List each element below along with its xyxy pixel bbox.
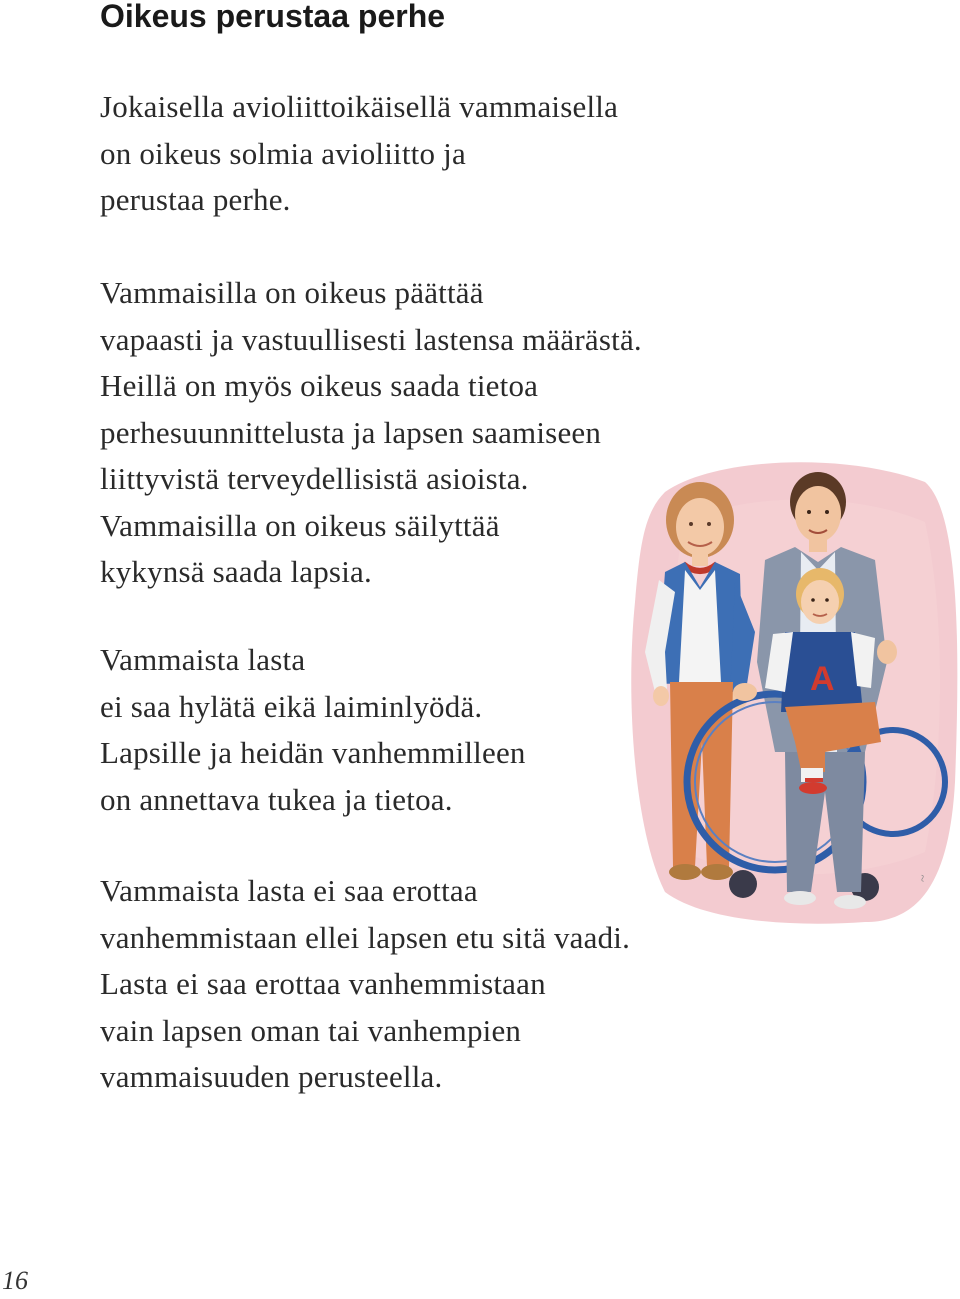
- text-line: Vammaista lasta ei saa erottaa: [100, 873, 478, 908]
- text-line: Lasta ei saa erottaa vanhemmistaan: [100, 966, 546, 1001]
- text-line: Vammaisilla on oikeus päättää: [100, 275, 484, 310]
- sweater-letter: A: [810, 660, 835, 698]
- text-line: vanhemmistaan ellei lapsen etu sitä vaadi.: [100, 919, 631, 955]
- text-line: Jokaisella avioliittoikäisellä vammaisella: [100, 89, 619, 124]
- svg-text:~: ~: [916, 874, 931, 882]
- paragraph-1: [100, 84, 618, 224]
- text-line: perhesuunnittelusta ja lapsen saamiseen: [100, 414, 602, 450]
- text-line: Vammaista lasta: [100, 642, 306, 677]
- text-line: ei saa hylätä eikä laiminlyödä.: [100, 688, 483, 724]
- text-line: kykynsä saada lapsia.: [100, 554, 372, 589]
- text-line: Vammaisilla on oikeus säilyttää: [100, 507, 500, 543]
- text-line: perustaa perhe.: [100, 182, 291, 217]
- text-line: on annettava tukea ja tietoa.: [100, 781, 453, 817]
- text-line: vain lapsen oman tai vanhempien: [100, 1012, 522, 1048]
- family-wheelchair-illustration: [625, 452, 960, 930]
- text-line: vammaisuuden perusteella.: [100, 1059, 443, 1094]
- text-line: liittyvistä terveydellisistä asioista.: [100, 461, 529, 496]
- page-number: 16: [2, 1266, 28, 1295]
- text-line: vapaasti ja vastuullisesti lastensa määrästä.: [100, 321, 642, 357]
- paragraph-2: [100, 270, 642, 596]
- paragraph-3: [100, 637, 526, 823]
- page-title: Oikeus perustaa perhe: [100, 0, 446, 34]
- text-line: Heillä on myös oikeus saada tietoa: [100, 368, 539, 403]
- text-line: Lapsille ja heidän vanhemmilleen: [100, 735, 526, 770]
- text-line: on oikeus solmia avioliitto ja: [100, 135, 466, 171]
- paragraph-4: [100, 868, 630, 1101]
